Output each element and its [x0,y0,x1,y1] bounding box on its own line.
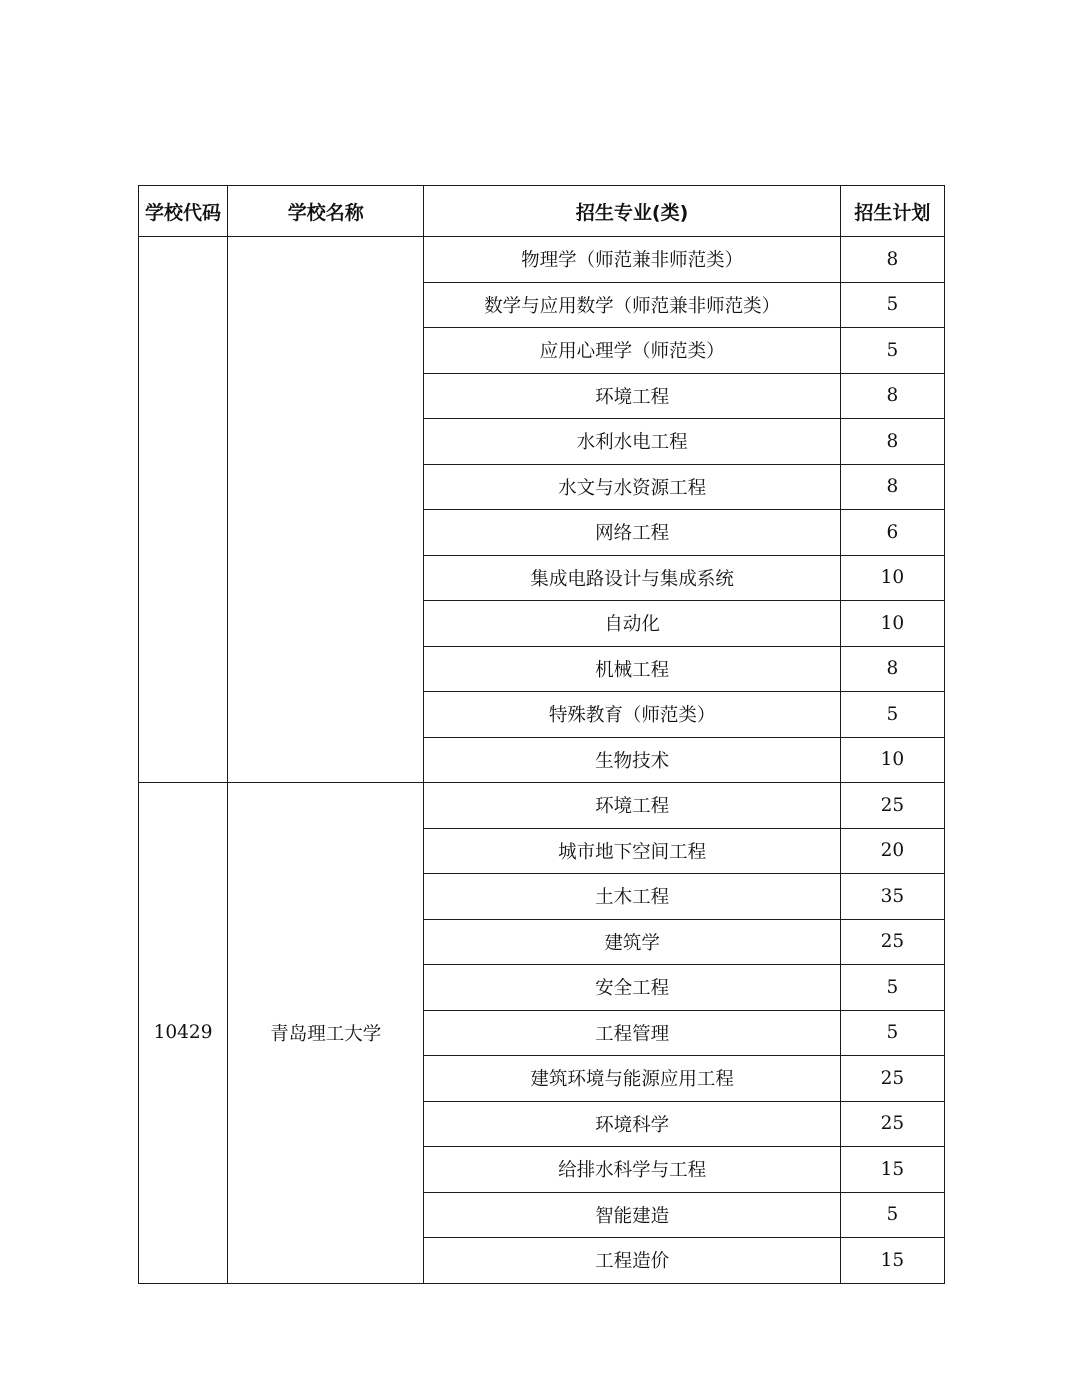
major-cell: 城市地下空间工程 [424,828,841,874]
major-cell: 工程造价 [424,1238,841,1284]
plan-cell: 10 [840,737,944,783]
header-major: 招生专业(类) [424,186,841,237]
header-plan: 招生计划 [840,186,944,237]
school-code-cell: 10429 [139,783,228,1284]
plan-cell: 5 [840,1010,944,1056]
major-cell: 应用心理学（师范类） [424,328,841,374]
plan-cell: 5 [840,282,944,328]
plan-cell: 8 [840,646,944,692]
major-cell: 生物技术 [424,737,841,783]
table-header-row [139,186,945,237]
plan-cell: 5 [840,965,944,1011]
major-cell: 安全工程 [424,965,841,1011]
table-row [139,237,945,283]
major-cell: 物理学（师范兼非师范类） [424,237,841,283]
plan-cell: 8 [840,237,944,283]
major-cell: 环境工程 [424,373,841,419]
major-cell: 智能建造 [424,1192,841,1238]
major-cell: 水文与水资源工程 [424,464,841,510]
plan-cell: 15 [840,1147,944,1193]
plan-cell: 25 [840,783,944,829]
header-school-name: 学校名称 [228,186,424,237]
plan-cell: 25 [840,1101,944,1147]
plan-cell: 10 [840,601,944,647]
table-body [139,237,945,1284]
major-cell: 特殊教育（师范类） [424,692,841,738]
plan-cell: 25 [840,919,944,965]
plan-cell: 5 [840,1192,944,1238]
major-cell: 环境科学 [424,1101,841,1147]
major-cell: 环境工程 [424,783,841,829]
school-name-cell [228,237,424,783]
plan-cell: 8 [840,373,944,419]
plan-cell: 25 [840,1056,944,1102]
major-cell: 自动化 [424,601,841,647]
major-cell: 土木工程 [424,874,841,920]
school-code-cell [139,237,228,783]
major-cell: 工程管理 [424,1010,841,1056]
plan-cell: 5 [840,328,944,374]
plan-cell: 35 [840,874,944,920]
plan-cell: 5 [840,692,944,738]
table-row [139,783,945,829]
major-cell: 建筑环境与能源应用工程 [424,1056,841,1102]
plan-cell: 6 [840,510,944,556]
plan-cell: 8 [840,419,944,465]
plan-cell: 20 [840,828,944,874]
major-cell: 水利水电工程 [424,419,841,465]
major-cell: 集成电路设计与集成系统 [424,555,841,601]
major-cell: 建筑学 [424,919,841,965]
major-cell: 给排水科学与工程 [424,1147,841,1193]
plan-cell: 8 [840,464,944,510]
header-school-code: 学校代码 [139,186,228,237]
major-cell: 机械工程 [424,646,841,692]
plan-cell: 15 [840,1238,944,1284]
school-name-cell: 青岛理工大学 [228,783,424,1284]
enrollment-plan-table [138,185,945,1284]
major-cell: 网络工程 [424,510,841,556]
major-cell: 数学与应用数学（师范兼非师范类） [424,282,841,328]
plan-cell: 10 [840,555,944,601]
